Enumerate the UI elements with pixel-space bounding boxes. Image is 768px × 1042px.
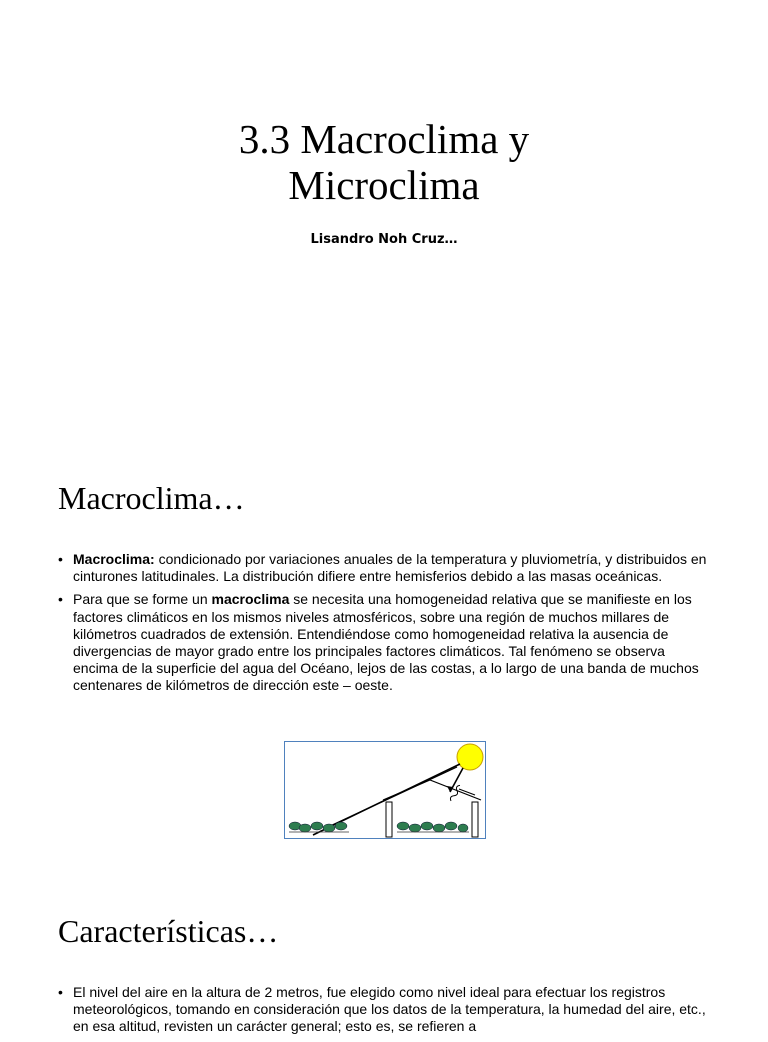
bullet-item	[58, 551, 713, 585]
bullet-text: El nivel del aire en la altura de 2 metros, fue elegido como nivel ideal para efectuar los registros meteorológicos, tomando en consideración que los datos de la temperatura, la humedad del aire, etc., en esa altitud, revisten un carácter general; esto es, se refieren a	[73, 984, 706, 1035]
caracteristicas-bullets	[58, 984, 713, 1042]
sun-greenhouse-diagram	[284, 741, 486, 839]
greenhouse-roof	[383, 780, 481, 800]
macroclima-bullets	[58, 551, 713, 701]
bullet-text: se necesita una homogeneidad relativa que se manifieste en los factores climáticos en los mismos niveles atmosféricos, sobre una región de muchos millares de kilómetros cuadrados de extensión. Entendiéndose como homogeneidad relativa la ausencia de divergencias de mayor grado entre los principales factores climáticos. Tal fenómeno se observa encima de la superficie del agua del Océano, lejos de las costas, a lo largo de una banda de muchos centenares de kilómetros de dirección este – oeste.	[73, 591, 699, 694]
bullet-marker: •	[58, 591, 63, 608]
macroclima-heading: Macroclima…	[58, 480, 245, 516]
bullet-bold-term: Macroclima:	[73, 551, 155, 567]
caracteristicas-heading: Características…	[58, 913, 279, 949]
plants-inside	[397, 822, 468, 832]
bullet-marker: •	[58, 551, 63, 567]
bullet-marker: •	[58, 984, 63, 1000]
greenhouse-wall	[386, 802, 392, 837]
plants-outside	[289, 822, 347, 832]
author-subtitle: Lisandro Noh Cruz…	[310, 232, 458, 247]
bullet-item	[58, 591, 713, 694]
title-slide	[0, 0, 768, 455]
greenhouse-wall	[472, 802, 478, 837]
bullet-item	[58, 984, 713, 1036]
sun-greenhouse-diagram-icon	[285, 742, 485, 838]
bullet-text: Para que se forme un	[73, 591, 212, 608]
sun-icon	[457, 744, 483, 770]
sun-ray-line	[330, 767, 457, 826]
bullet-bold-term: macroclima	[211, 591, 290, 608]
bullet-text: condicionado por variaciones anuales de la temperatura y pluviometría, y distribuidos en cinturones latitudinales. La distribución difiere entre hemisferios debido a las masas oceánicas.	[73, 551, 707, 585]
slide-title: 3.3 Macroclima y Microclima	[238, 116, 530, 208]
